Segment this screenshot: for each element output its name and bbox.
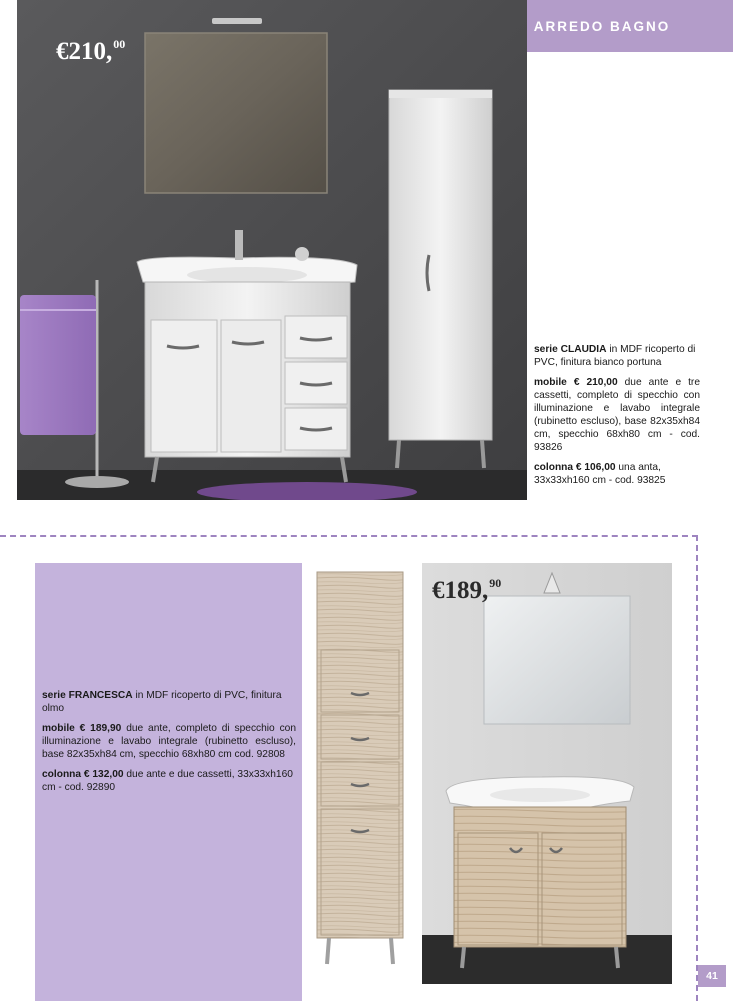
francesca-series-line [42, 689, 296, 715]
claudia-price-cents: 00 [113, 37, 126, 51]
claudia-series-line [534, 343, 700, 369]
section-title: ARREDO BAGNO [533, 18, 671, 34]
francesca-mobile-desc: due ante, completo di specchio con illuminazione e lavabo integrale (rubinetto escluso), base 82x35xh84 cm, specchio 68xh80 cm cod. 92808 [42, 723, 296, 760]
francesca-colonna-desc: due ante e due cassetti, 33x33xh160 cm - cod. 92890 [42, 769, 293, 793]
francesca-colonna-label: colonna € 132,00 [42, 769, 124, 780]
francesca-colonna-line [42, 768, 296, 794]
claudia-mobile-label: mobile € 210,00 [534, 377, 618, 388]
francesca-price [432, 577, 501, 603]
claudia-product-photo [17, 0, 527, 500]
francesca-description [42, 689, 296, 801]
dashed-divider-horizontal [0, 535, 698, 537]
francesca-series-name: FRANCESCA [68, 690, 133, 701]
francesca-product-photo [422, 563, 672, 984]
claudia-description [534, 343, 700, 494]
page-number: 41 [698, 965, 726, 987]
claudia-price-main: €210, [56, 38, 113, 65]
dashed-divider-vertical [696, 535, 698, 1001]
claudia-colonna-line [534, 461, 700, 487]
claudia-series-label: serie [534, 344, 558, 355]
francesca-price-cents: 90 [489, 576, 502, 590]
francesca-series-label: serie [42, 690, 66, 701]
francesca-mobile-label: mobile € 189,90 [42, 723, 122, 734]
claudia-series-name: CLAUDIA [560, 344, 607, 355]
claudia-series-desc: in MDF ricoperto di PVC, finitura bianco portuna [534, 344, 696, 368]
claudia-colonna-desc: una anta, 33x33xh160 cm - cod. 93825 [534, 462, 666, 486]
claudia-mobile-line [534, 376, 700, 454]
claudia-colonna-label: colonna € 106,00 [534, 462, 616, 473]
francesca-series-desc: in MDF ricoperto di PVC, finitura olmo [42, 690, 282, 714]
francesca-price-main: €189, [432, 577, 489, 604]
francesca-column-photo [315, 568, 407, 968]
claudia-price [56, 38, 125, 64]
claudia-mobile-desc: due ante e tre cassetti, completo di specchio con illuminazione e lavabo integrale (rubinetto escluso), base 82x35xh84 cm, specchio 68xh80 cm - cod. 93826 [534, 377, 700, 453]
francesca-mobile-line [42, 722, 296, 761]
